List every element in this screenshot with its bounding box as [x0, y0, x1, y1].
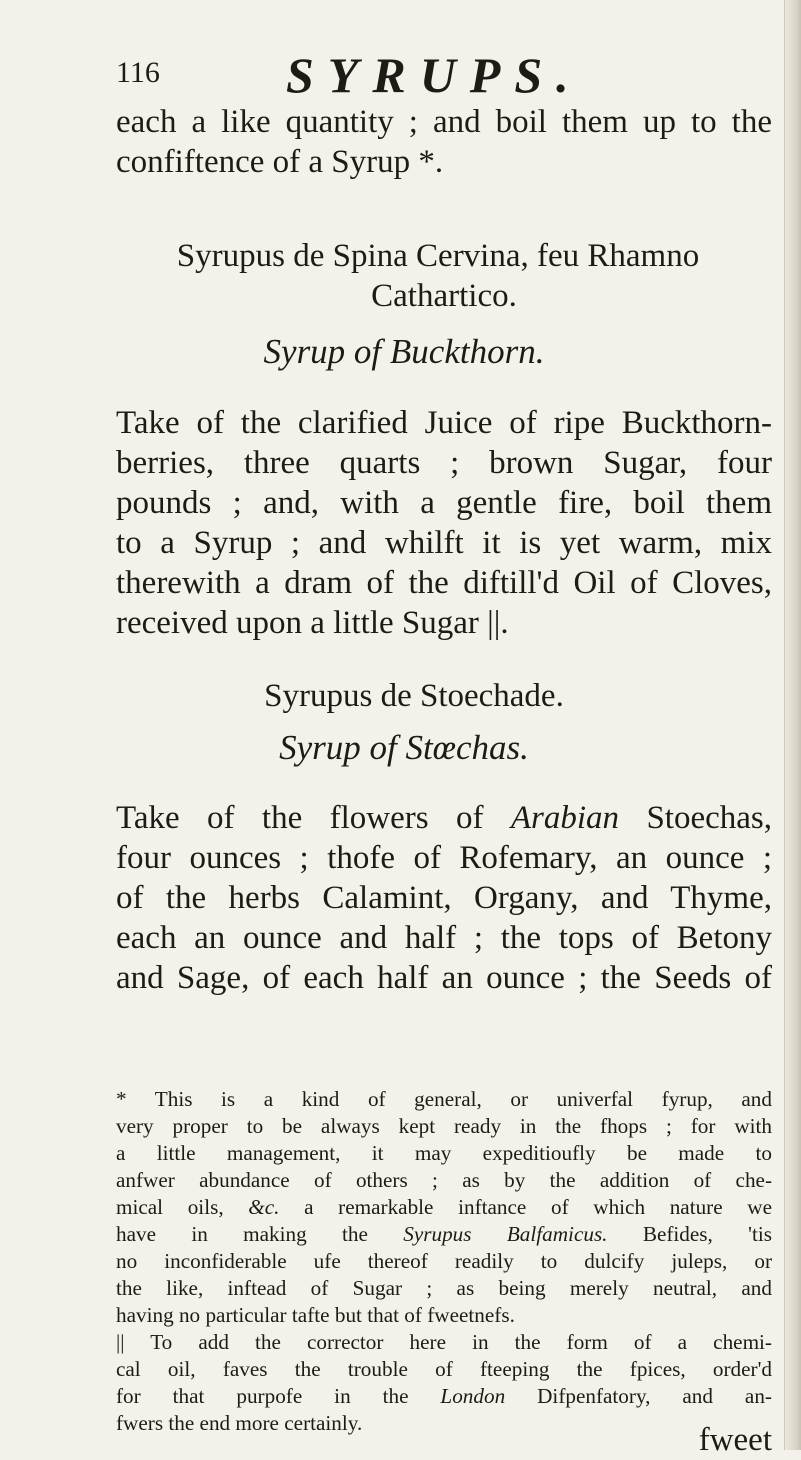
page-number: 116	[116, 56, 160, 89]
text-run-italic: Arabian	[510, 800, 620, 836]
text-line: Take of the clarified Juice of ripe Buckthorn-	[116, 405, 772, 441]
text-line: each an ounce and half ; the tops of Betony	[116, 920, 772, 956]
page-header	[116, 47, 716, 103]
footnote-line	[116, 1383, 772, 1410]
footnote-line: cal oil, faves the trouble of fteeping the fpices, order'd	[116, 1357, 772, 1381]
recipe-latin-title: Syrupus de Stoechade.	[264, 678, 564, 714]
footnote-line: anfwer abundance of others ; as by the addition of che-	[116, 1168, 772, 1192]
footnote-line: very proper to be always kept ready in the fhops ; for with	[116, 1114, 772, 1138]
text-run: Difpenfatory, and an-	[537, 1384, 772, 1408]
footnote-line: * This is a kind of general, or univerfal fyrup, and	[116, 1087, 772, 1111]
text-run: mical oils,	[116, 1195, 224, 1219]
text-run: Stoechas,	[646, 800, 772, 836]
text-line: confiftence of a Syrup *.	[116, 144, 444, 180]
text-line: pounds ; and, with a gentle fire, boil them	[116, 485, 772, 521]
catchword: fweet	[698, 1422, 772, 1458]
text-run: a remarkable inftance of which nature we	[304, 1195, 772, 1219]
footnote-line: having no particular tafte but that of fweetnefs.	[116, 1303, 515, 1327]
main-text	[116, 102, 772, 996]
recipe-english-title: Syrup of Stœchas.	[279, 728, 529, 767]
recipe-latin-title-cont: Cathartico.	[371, 278, 517, 314]
footnote-line: the like, inftead of Sugar ; as being merely neutral, and	[116, 1276, 772, 1300]
text-line: and Sage, of each half an ounce ; the Seeds of	[116, 960, 772, 996]
text-run: Befides, 'tis	[642, 1222, 773, 1246]
recipe-latin-title: Syrupus de Spina Cervina, feu Rhamno	[176, 238, 700, 274]
text-run: Take of the flowers of	[116, 800, 484, 836]
text-line: each a like quantity ; and boil them up to the	[116, 104, 772, 140]
text-line: berries, three quarts ; brown Sugar, four	[116, 445, 772, 481]
page-edge	[784, 0, 801, 1450]
footnote-line: a little management, it may expeditioufly be made to	[116, 1141, 772, 1165]
text-run-italic: &c.	[248, 1195, 280, 1219]
text-line: of the herbs Calamint, Organy, and Thyme,	[116, 880, 772, 916]
footnote-line: fwers the end more certainly.	[116, 1411, 363, 1435]
footnote-line	[116, 1194, 772, 1221]
text-run-italic: London	[440, 1384, 506, 1408]
text-line: four ounces ; thofe of Rofemary, an ounce ;	[116, 840, 772, 876]
text-line: therewith a dram of the diftill'd Oil of Cloves,	[116, 565, 772, 601]
footnote-line: no inconfiderable ufe thereof readily to dulcify juleps, or	[116, 1249, 772, 1273]
footnote-line: || To add the corrector here in the form of a chemi-	[116, 1330, 772, 1354]
text-run: have in making the	[116, 1222, 368, 1246]
running-title: SYRUPS.	[286, 47, 583, 103]
text-run: for that purpofe in the	[116, 1384, 409, 1408]
recipe-english-title: Syrup of Buckthorn.	[263, 332, 545, 371]
footnotes	[116, 1086, 773, 1435]
text-line: received upon a little Sugar ||.	[116, 605, 509, 641]
text-run-italic: Syrupus Balfamicus.	[403, 1222, 608, 1246]
text-line	[116, 798, 772, 838]
text-line: to a Syrup ; and whilft it is yet warm, mix	[116, 525, 772, 561]
footnote-line	[116, 1221, 772, 1248]
